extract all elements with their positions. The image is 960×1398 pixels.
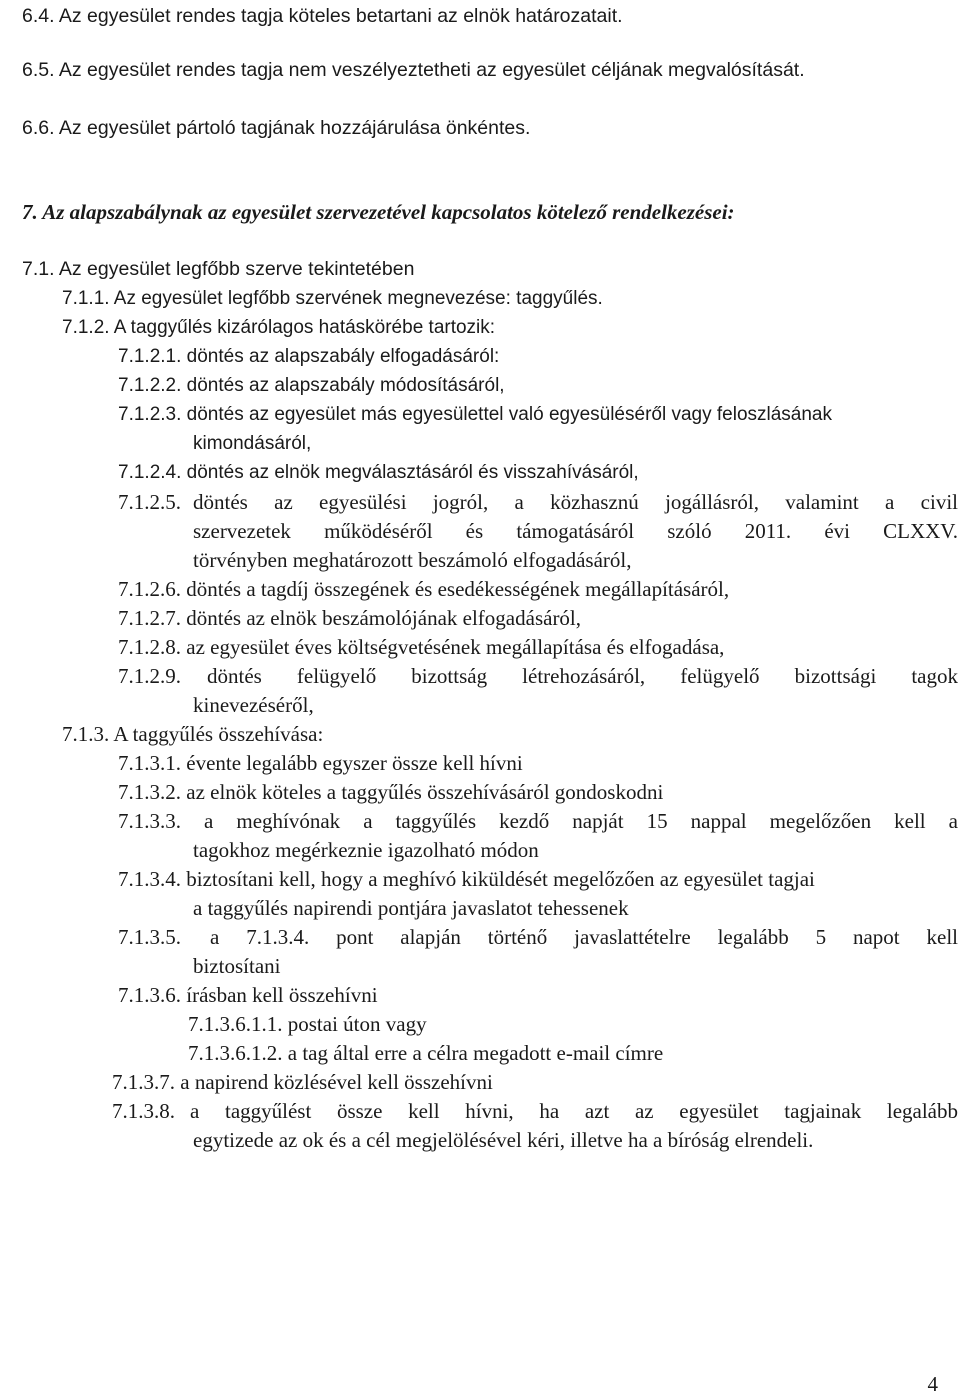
item-7-1-2-5 [118, 488, 181, 516]
item-7-1-3-8 [112, 1097, 175, 1125]
item-number: 7.1.2.2. [118, 375, 182, 396]
item-text: A taggyűlés összehívása: [113, 722, 324, 746]
item-number: 7.1.2.6. [118, 577, 181, 601]
item-7-1 [22, 255, 414, 283]
item-6-5 [22, 56, 805, 84]
item-7-1-3-1 [118, 749, 523, 777]
item-7-1-2-9-line1 [207, 662, 958, 690]
item-number: 7.1.3.2. [118, 780, 181, 804]
item-7-1-2-5-line1 [193, 488, 958, 516]
item-7-1-3-6-1-1 [188, 1010, 427, 1038]
item-text: biztosítani [193, 954, 281, 978]
item-7-1-2-4 [118, 459, 639, 487]
item-7-1-3-8-line2 [193, 1126, 813, 1154]
item-text: tagokhoz megérkeznie igazolható módon [193, 838, 539, 862]
item-number: 7.1.2.1. [118, 346, 182, 367]
item-7-1-2-9-line2 [193, 691, 314, 719]
item-number: 7.1.3.6.1.1. [188, 1012, 283, 1036]
item-text: az elnök köteles a taggyűlés összehívásáról gondoskodni [186, 780, 664, 804]
item-7-1-3-7 [112, 1068, 493, 1096]
item-text: biztosítani kell, hogy a meghívó kiküldését megelőzően az egyesület tagjai [186, 867, 815, 891]
item-7-1-3-5-line2 [193, 952, 281, 980]
item-number: 7.1.3.6. [118, 983, 181, 1007]
item-text: A taggyűlés kizárólagos hatáskörébe tartozik: [113, 317, 496, 338]
item-7-1-3-4-line2 [193, 894, 629, 922]
item-text: Az egyesület rendes tagja köteles betartani az elnök határozatait. [58, 5, 623, 27]
item-7-1-2-3 [118, 401, 832, 429]
item-7-1-2 [62, 314, 495, 342]
item-6-6 [22, 114, 530, 142]
page-number: 4 [927, 1372, 938, 1396]
item-text: döntés a tagdíj összegének és esedékességének megállapításáról, [186, 577, 730, 601]
item-7-1-2-5-line2 [193, 517, 958, 545]
item-number: 7.1.1. [62, 288, 110, 309]
item-number: 7.1.3. [62, 722, 110, 746]
item-text: a 7.1.3.4. pont alapján történő javaslattételre legalább 5 napot kell [210, 925, 958, 949]
item-7-1-2-2 [118, 372, 505, 400]
item-text: törvényben meghatározott beszámoló elfogadásáról, [193, 548, 632, 572]
item-number: 7.1.2. [62, 317, 110, 338]
item-text: az egyesület éves költségvetésének megállapítása és elfogadása, [186, 635, 725, 659]
item-7-1-3-4 [118, 865, 815, 893]
item-number: 7.1.2.9. [118, 664, 181, 688]
item-text: a meghívónak a taggyűlés kezdő napját 15 nappal megelőzően kell a [204, 809, 958, 833]
item-7-1-2-8 [118, 633, 724, 661]
item-6-4 [22, 2, 623, 30]
item-7-1-3-8-line1 [190, 1097, 958, 1125]
item-text: a napirend közlésével kell összehívni [180, 1070, 493, 1094]
item-7-1-3-3 [118, 807, 181, 835]
item-number: 7. [22, 200, 38, 224]
item-text: Az egyesület rendes tagja nem veszélyeztetheti az egyesület céljának megvalósítását. [58, 59, 805, 81]
item-text: Az egyesület pártoló tagjának hozzájárulása önkéntes. [58, 117, 531, 139]
item-text: a taggyűlés napirendi pontjára javaslatot tehessenek [193, 896, 629, 920]
item-7-1-3-3-line2 [193, 836, 539, 864]
item-text: döntés az alapszabály módosításáról, [186, 375, 505, 396]
item-7-1-2-9 [118, 662, 181, 690]
item-number: 7.1.2.5. [118, 490, 181, 514]
item-number: 6.6. [22, 117, 55, 139]
section-heading-7 [22, 198, 735, 226]
item-7-1-1 [62, 285, 603, 313]
item-number: 7.1.2.4. [118, 462, 182, 483]
item-7-1-2-3-continuation [193, 430, 311, 458]
item-text: Az egyesület legfőbb szerve tekintetében [58, 258, 415, 280]
item-number: 6.4. [22, 5, 55, 27]
item-text: kimondásáról, [193, 433, 312, 454]
item-number: 7.1.3.6.1.2. [188, 1041, 283, 1065]
item-text: döntés felügyelő bizottság létrehozásáról, felügyelő bizottsági tagok [207, 664, 958, 688]
item-7-1-2-1 [118, 343, 499, 371]
item-number: 7.1.3.8. [112, 1099, 175, 1123]
item-text: szervezetek működéséről és támogatásáról szóló 2011. évi CLXXV. [193, 519, 958, 543]
item-7-1-3-5 [118, 923, 181, 951]
item-text: döntés az elnök megválasztásáról és visszahívásáról, [186, 462, 639, 483]
item-number: 7.1.3.4. [118, 867, 181, 891]
item-text: Az egyesület legfőbb szervének megnevezése: taggyűlés. [113, 288, 603, 309]
item-number: 7.1.3.1. [118, 751, 181, 775]
item-7-1-3-3-line1 [204, 807, 958, 835]
item-number: 6.5. [22, 59, 55, 81]
item-text: egytizede az ok és a cél megjelölésével kéri, illetve ha a bíróság elrendeli. [193, 1128, 814, 1152]
item-text: döntés az elnök beszámolójának elfogadásáról, [186, 606, 582, 630]
item-7-1-3-5-line1 [210, 923, 958, 951]
item-number: 7.1. [22, 258, 55, 280]
item-7-1-3 [62, 720, 323, 748]
item-7-1-3-2 [118, 778, 663, 806]
item-text: döntés az egyesület más egyesülettel való egyesüléséről vagy feloszlásának [186, 404, 832, 425]
item-7-1-3-6 [118, 981, 378, 1009]
item-text: a tag által erre a célra megadott e-mail címre [287, 1041, 664, 1065]
item-text: kinevezéséről, [193, 693, 314, 717]
item-text: döntés az alapszabály elfogadásáról: [186, 346, 500, 367]
item-text: döntés az egyesülési jogról, a közhasznú jogállásról, valamint a civil [193, 490, 958, 514]
item-number: 7.1.3.5. [118, 925, 181, 949]
item-text: a taggyűlést össze kell hívni, ha azt az egyesület tagjainak legalább [190, 1099, 958, 1123]
item-7-1-2-5-line3 [193, 546, 632, 574]
item-number: 7.1.2.3. [118, 404, 182, 425]
item-7-1-3-6-1-2 [188, 1039, 663, 1067]
item-7-1-2-6 [118, 575, 729, 603]
item-text: postai úton vagy [287, 1012, 427, 1036]
item-number: 7.1.2.7. [118, 606, 181, 630]
item-text: Az alapszabálynak az egyesület szervezetével kapcsolatos kötelező rendelkezései: [42, 200, 735, 224]
item-number: 7.1.3.7. [112, 1070, 175, 1094]
item-text: írásban kell összehívni [186, 983, 378, 1007]
item-text: évente legalább egyszer össze kell hívni [186, 751, 523, 775]
item-number: 7.1.3.3. [118, 809, 181, 833]
item-7-1-2-7 [118, 604, 581, 632]
item-number: 7.1.2.8. [118, 635, 181, 659]
